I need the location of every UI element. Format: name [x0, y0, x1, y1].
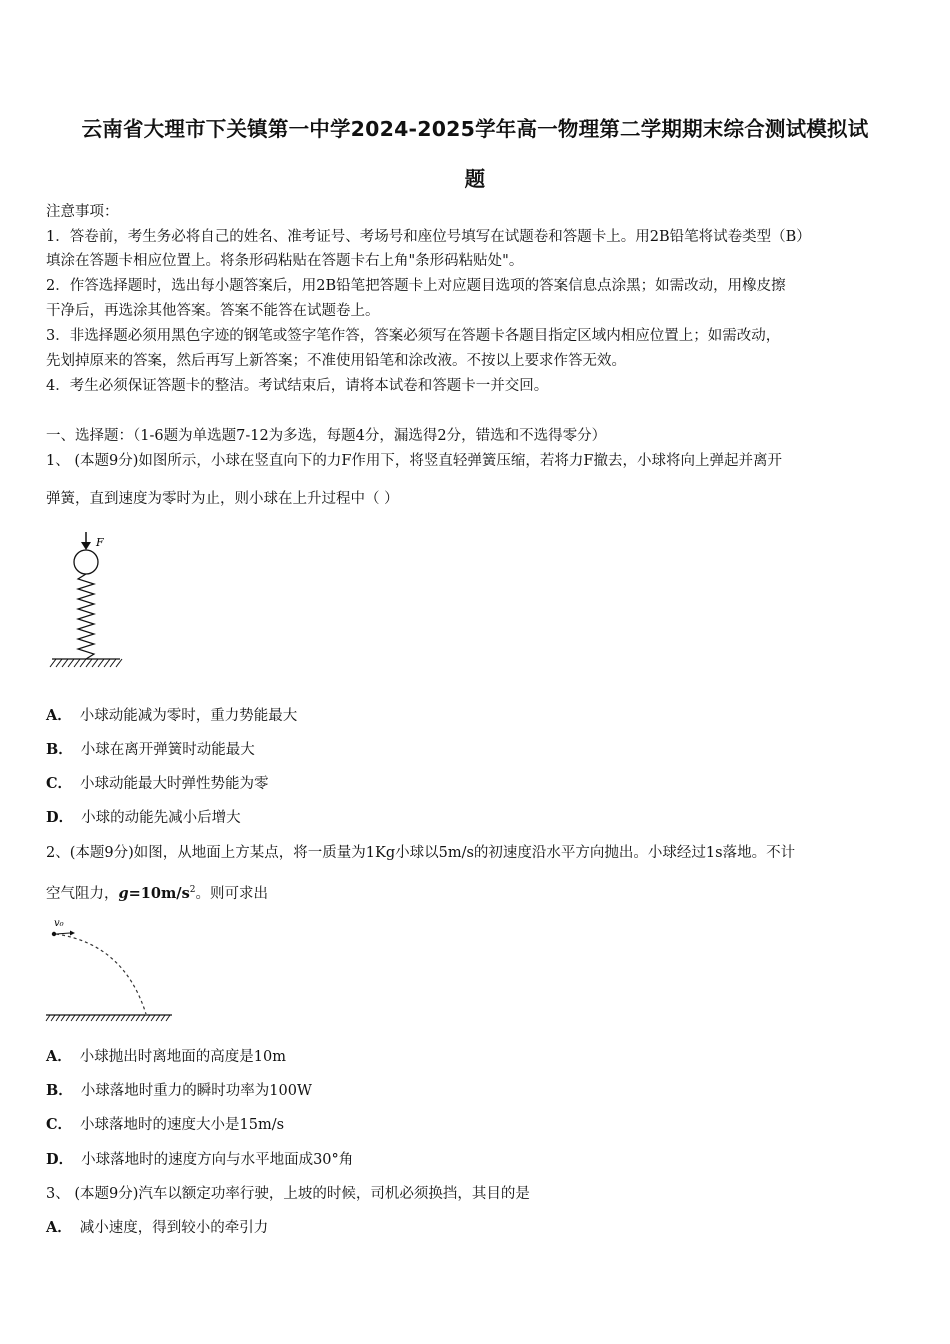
option-text: 小球落地时的速度大小是15m/s — [80, 1117, 285, 1133]
force-label: F — [96, 536, 104, 549]
notice-heading: 注意事项： — [46, 204, 119, 220]
q2-option-a — [46, 1047, 286, 1067]
notice-line: 2．作答选择题时，选出每小题答案后，用2B铅笔把答题卡上对应题目选项的答案信息点涂黑；如需改动，用橡皮擦 — [46, 278, 786, 294]
option-letter: A． — [46, 1048, 72, 1065]
question-2-text-cont: 空气阻力，$g=10m/s^2$。则可求出 — [46, 884, 269, 902]
q2-option-b — [46, 1081, 312, 1101]
projectile-figure — [44, 912, 176, 1026]
question-3-text: 3、 (本题9分)汽车以额定功率行驶，上坡的时候，司机必须换挡，其目的是 — [46, 1186, 530, 1202]
ground-hatch — [50, 659, 122, 667]
question-2-text: 2、(本题9分)如图，从地面上方某点，将一质量为1Kg小球以5m/s的初速度沿水平方向抛出。小球经过1s落地。不计 — [46, 845, 796, 861]
option-letter: B． — [46, 741, 73, 758]
ball — [74, 550, 98, 574]
trajectory — [56, 934, 146, 1014]
option-text: 小球在离开弹簧时动能最大 — [80, 742, 255, 758]
notice-line: 4．考生必须保证答题卡的整洁。考试结束后，请将本试卷和答题卡一并交回。 — [46, 378, 549, 394]
option-text: 小球动能最大时弹性势能为零 — [80, 776, 269, 792]
option-text: 小球落地时的速度方向与水平地面成30°角 — [81, 1152, 354, 1168]
velocity-arrow-head — [70, 931, 75, 936]
q1-option-a — [46, 706, 297, 726]
notice-line: 1．答卷前，考生务必将自己的姓名、准考证号、考场号和座位号填写在试题卷和答题卡上。用2B铅笔将试卷类型（B） — [46, 229, 811, 245]
ground-hatch — [46, 1015, 170, 1021]
option-text: 小球抛出时离地面的高度是10m — [79, 1049, 286, 1065]
spring — [78, 574, 94, 659]
q2-option-d — [46, 1150, 353, 1170]
q1-option-c — [46, 774, 269, 794]
question-1-text-cont: 弹簧，直到速度为零时为止，则小球在上升过程中（ ） — [46, 491, 399, 507]
option-letter: A． — [46, 707, 72, 724]
option-letter: C． — [46, 1116, 73, 1133]
notice-line: 先划掉原来的答案，然后再写上新答案；不准使用铅笔和涂改液。不按以上要求作答无效。 — [46, 353, 626, 369]
option-text: 小球落地时重力的瞬时功率为100W — [80, 1083, 312, 1099]
force-arrow-head — [81, 542, 91, 550]
q1-option-b — [46, 740, 255, 760]
option-letter: A． — [46, 1219, 72, 1236]
velocity-label: v₀ — [54, 918, 64, 929]
section-heading: 一、选择题：（1-6题为单选题7-12为多选，每题4分，漏选得2分，错选和不选得零分） — [46, 428, 607, 444]
q1-option-d — [46, 808, 241, 828]
q3-option-a — [46, 1218, 268, 1238]
option-letter: D． — [46, 809, 74, 826]
notice-line: 干净后，再选涂其他答案。答案不能答在试题卷上。 — [46, 303, 380, 319]
option-letter: D． — [46, 1151, 74, 1168]
exam-title-line1: 云南省大理市下关镇第一中学2024-2025学年高一物理第二学期期末综合测试模拟试 — [81, 117, 869, 141]
option-text: 小球的动能先减小后增大 — [81, 810, 241, 826]
q2-option-c — [46, 1115, 284, 1135]
launch-point — [52, 932, 56, 936]
spring-ball-figure — [46, 528, 126, 673]
option-letter: B． — [46, 1082, 73, 1099]
option-text: 减小速度，得到较小的牵引力 — [79, 1220, 269, 1236]
option-text: 小球动能减为零时，重力势能最大 — [79, 708, 298, 724]
question-1-text: 1、 (本题9分)如图所示，小球在竖直向下的力F作用下，将竖直轻弹簧压缩，若将力F撤去，小球将向上弹起并离开 — [46, 453, 782, 469]
exam-title-line2: 题 — [464, 167, 486, 191]
notice-line: 填涂在答题卡相应位置上。将条形码粘贴在答题卡右上角"条形码粘贴处"。 — [46, 253, 524, 269]
notice-line: 3．非选择题必须用黑色字迹的钢笔或签字笔作答，答案必须写在答题卡各题目指定区域内相应位置上；如需改动， — [46, 328, 781, 344]
option-letter: C． — [46, 775, 73, 792]
